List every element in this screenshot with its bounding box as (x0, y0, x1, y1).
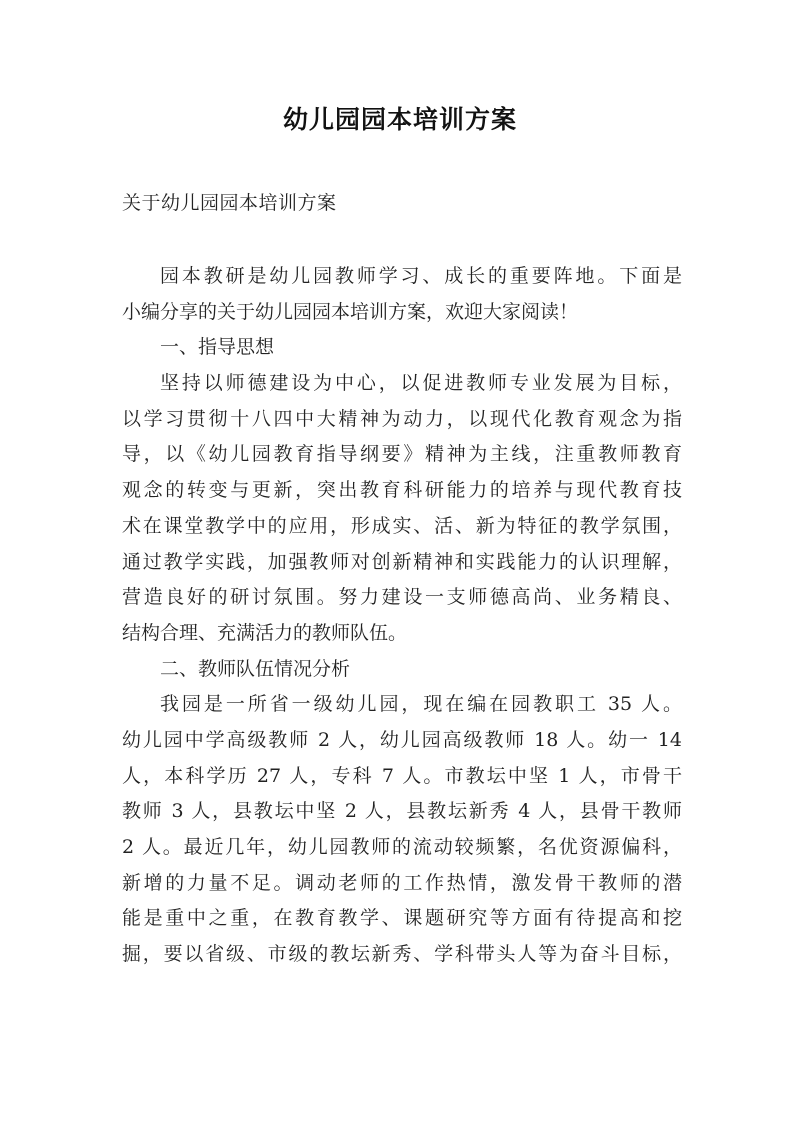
paragraph-line: 观念的转变与更新，突出教育科研能力的培养与现代教育技 (122, 479, 682, 502)
section-heading: 一、指导思想 (160, 336, 275, 359)
paragraph-line: 园本教研是幼儿园教师学习、成长的重要阵地。下面是 (160, 265, 682, 287)
paragraph-line: 导，以《幼儿园教育指导纲要》精神为主线，注重教师教育 (122, 443, 682, 466)
paragraph-line: 新增的力量不足。调动老师的工作热情，激发骨干教师的潜 (122, 871, 682, 894)
section-heading: 二、教师队伍情况分析 (160, 657, 351, 680)
document-title: 幼儿园园本培训方案 (282, 105, 517, 134)
paragraph-line: 2 人。最近几年，幼儿园教师的流动较频繁，名优资源偏科， (122, 836, 682, 858)
document-body (122, 259, 682, 973)
paragraph-line: 掘，要以省级、市级的教坛新秀、学科带头人等为奋斗目标， (122, 943, 682, 966)
paragraph-line: 通过教学实践，加强教师对创新精神和实践能力的认识理解， (122, 550, 682, 573)
paragraph-line: 教师 3 人，县教坛中坚 2 人，县教坛新秀 4 人，县骨干教师 (122, 800, 682, 823)
paragraph-line: 术在课堂教学中的应用，形成实、活、新为特征的教学氛围， (122, 514, 682, 537)
paragraph-line: 人，本科学历 27 人，专科 7 人。市教坛中坚 1 人，市骨干 (122, 764, 682, 787)
paragraph-line: 幼儿园中学高级教师 2 人，幼儿园高级教师 18 人。幼一 14 (122, 728, 682, 751)
paragraph-line: 小编分享的关于幼儿园园本培训方案，欢迎大家阅读！ (122, 300, 579, 323)
paragraph-line: 营造良好的研讨氛围。努力建设一支师德高尚、业务精良、 (122, 586, 682, 609)
paragraph-line: 以学习贯彻十八四中大精神为动力，以现代化教育观念为指 (122, 407, 682, 430)
paragraph-line: 坚持以师德建设为中心，以促进教师专业发展为目标， (160, 372, 682, 395)
paragraph-line: 我园是一所省一级幼儿园，现在编在园教职工 35 人。 (160, 693, 682, 716)
document-subtitle: 关于幼儿园园本培训方案 (122, 192, 337, 214)
paragraph-line: 能是重中之重，在教育教学、课题研究等方面有待提高和挖 (122, 907, 682, 930)
paragraph-line: 结构合理、充满活力的教师队伍。 (122, 621, 408, 644)
